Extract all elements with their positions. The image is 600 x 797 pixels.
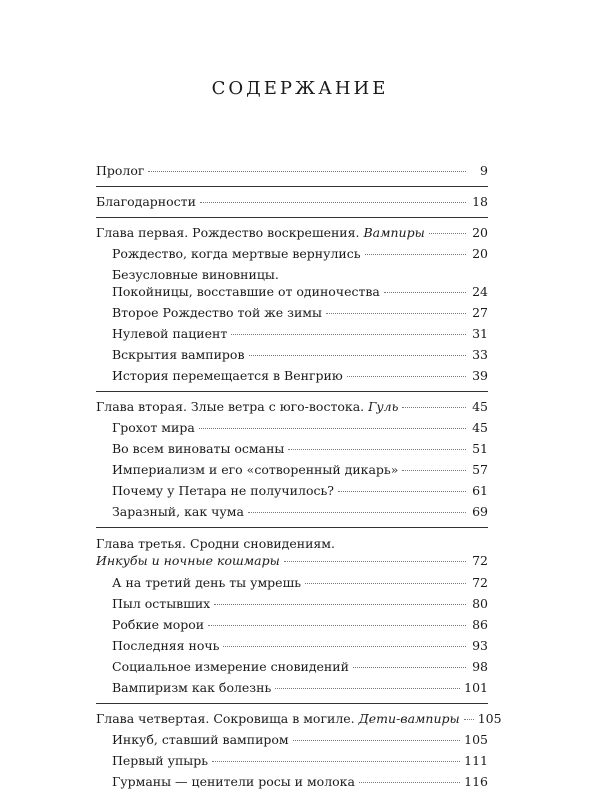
toc-entry-label: Рождество, когда мертвые вернулись xyxy=(112,246,361,261)
dot-leader xyxy=(326,313,466,314)
toc-entry-label: Социальное измерение сновидений xyxy=(112,659,349,674)
dot-leader xyxy=(212,761,460,762)
toc-entry[interactable] xyxy=(96,593,488,614)
toc-entry[interactable] xyxy=(96,480,488,501)
chapter-title-italic: Инкубы и ночные кошмары xyxy=(96,553,280,568)
toc-entry-page: 80 xyxy=(472,596,488,611)
toc-entry-page: 101 xyxy=(464,680,488,695)
toc-entry-page: 20 xyxy=(472,246,488,261)
toc-entry-page: 61 xyxy=(472,483,488,498)
toc-entry-label: Почему у Петара не получилось? xyxy=(112,483,334,498)
dot-leader xyxy=(429,233,466,234)
toc-block-thanks xyxy=(96,186,488,217)
toc-entry-page: 45 xyxy=(472,399,488,414)
dot-leader xyxy=(223,646,466,647)
toc-entry-label: Во всем виноваты османы xyxy=(112,441,285,456)
toc-entry-page: 105 xyxy=(477,711,502,726)
toc-entry-page: 24 xyxy=(472,284,488,299)
toc-chapter-1-heading[interactable] xyxy=(96,222,488,243)
toc-block-chapter-3 xyxy=(96,527,488,703)
chapter-title-text: Глава первая. Рождество воскрешения. xyxy=(96,225,364,240)
toc-entry[interactable] xyxy=(96,501,488,522)
toc-entry-label: Грохот мира xyxy=(112,420,195,435)
toc-entry[interactable] xyxy=(96,656,488,677)
dot-leader xyxy=(148,171,466,172)
dot-leader xyxy=(199,428,466,429)
dot-leader xyxy=(359,782,460,783)
toc-entry-label: Пролог xyxy=(96,163,145,178)
toc-entry-label: История перемещается в Венгрию xyxy=(112,368,343,383)
toc-chapter-4-heading[interactable] xyxy=(96,708,502,729)
dot-leader xyxy=(353,667,466,668)
toc-entry[interactable] xyxy=(96,438,488,459)
toc-block-chapter-1 xyxy=(96,217,488,391)
toc-entry-thanks[interactable] xyxy=(96,191,488,212)
toc-entry-page: 72 xyxy=(472,553,488,568)
toc-entry-prolog[interactable] xyxy=(96,160,488,181)
dot-leader xyxy=(275,688,460,689)
toc-entry-page: 45 xyxy=(472,420,488,435)
dot-leader xyxy=(208,625,466,626)
toc-entry-page: 72 xyxy=(472,575,488,590)
toc-entry-label: Благодарности xyxy=(96,194,196,209)
dot-leader xyxy=(249,355,467,356)
dot-leader xyxy=(288,449,466,450)
toc-chapter-3-heading[interactable] xyxy=(96,552,488,569)
toc-entry-label: Нулевой пациент xyxy=(112,326,228,341)
dot-leader xyxy=(402,470,466,471)
toc-entry-page: 86 xyxy=(472,617,488,632)
dot-leader xyxy=(293,740,460,741)
toc-entry[interactable] xyxy=(96,417,488,438)
toc-entry-label: Вскрытия вампиров xyxy=(112,347,245,362)
toc-entry-page: 69 xyxy=(472,504,488,519)
toc-entry-page: 111 xyxy=(464,753,488,768)
chapter-title-text: Глава четвертая. Сокровища в могиле. xyxy=(96,711,359,726)
dot-leader xyxy=(231,334,466,335)
toc-chapter-title xyxy=(96,708,460,729)
toc-chapter-2-heading[interactable] xyxy=(96,396,488,417)
toc-entry[interactable] xyxy=(96,344,488,365)
toc-entry-label: Покойницы, восставшие от одиночества xyxy=(112,284,380,299)
dot-leader xyxy=(365,254,466,255)
toc-block-chapter-4 xyxy=(96,703,502,797)
toc-entry-page: 18 xyxy=(472,194,488,209)
table-of-contents xyxy=(96,160,502,797)
toc-entry-label: Гурманы — ценители росы и молока xyxy=(112,774,355,789)
chapter-title-text: Глава вторая. Злые ветра с юго-востока. xyxy=(96,399,369,414)
dot-leader xyxy=(305,583,466,584)
dot-leader xyxy=(384,292,466,293)
toc-entry-page: 105 xyxy=(464,732,488,747)
toc-entry-page: 39 xyxy=(472,368,488,383)
toc-entry-page: 33 xyxy=(472,347,488,362)
toc-entry[interactable] xyxy=(96,323,488,344)
toc-chapter-title xyxy=(96,552,280,569)
toc-entry[interactable] xyxy=(96,302,488,323)
toc-chapter-3-title-line1: Глава третья. Сродни сновидениям. xyxy=(96,536,335,551)
toc-entry-page: 116 xyxy=(464,774,488,789)
dot-leader xyxy=(402,407,466,408)
toc-entry[interactable] xyxy=(96,750,488,771)
toc-entry[interactable] xyxy=(96,677,488,698)
toc-block-prolog xyxy=(96,160,488,186)
chapter-title-italic: Дети-вампиры xyxy=(358,711,460,726)
dot-leader xyxy=(338,491,466,492)
toc-entry-page: 31 xyxy=(472,326,488,341)
toc-entry[interactable] xyxy=(96,459,488,480)
toc-entry[interactable] xyxy=(96,572,488,593)
toc-chapter-title xyxy=(96,222,425,243)
toc-entry-page: 57 xyxy=(472,462,488,477)
dot-leader xyxy=(284,561,466,562)
toc-entry-label: Империализм и его «сотворенный дикарь» xyxy=(112,462,399,477)
toc-entry-page: 51 xyxy=(472,441,488,456)
chapter-title-italic: Гуль xyxy=(368,399,399,414)
toc-chapter-title xyxy=(96,396,398,417)
toc-entry-label: Вампиризм как болезнь xyxy=(112,680,272,695)
toc-entry[interactable] xyxy=(96,635,488,656)
toc-entry-label: Второе Рождество той же зимы xyxy=(112,305,322,320)
dot-leader xyxy=(464,719,474,720)
toc-entry-page: 93 xyxy=(472,638,488,653)
dot-leader xyxy=(347,376,466,377)
toc-entry-label-line1: Безусловные виновницы. xyxy=(112,267,279,282)
dot-leader xyxy=(200,202,466,203)
dot-leader xyxy=(214,604,466,605)
toc-entry-label: Первый упырь xyxy=(112,753,209,768)
toc-entry-page: 27 xyxy=(472,305,488,320)
toc-entry-label: Последняя ночь xyxy=(112,638,220,653)
toc-entry[interactable] xyxy=(96,365,488,386)
toc-entry[interactable] xyxy=(96,729,488,750)
page-title: СОДЕРЖАНИЕ xyxy=(211,78,389,99)
toc-entry[interactable] xyxy=(96,283,488,300)
chapter-title-italic: Вампиры xyxy=(363,225,425,240)
toc-entry-page: 98 xyxy=(472,659,488,674)
toc-entry[interactable] xyxy=(96,614,488,635)
dot-leader xyxy=(248,512,466,513)
toc-entry-label: Робкие морои xyxy=(112,617,205,632)
toc-entry-label: Инкуб, ставший вампиром xyxy=(112,732,289,747)
toc-entry-label: А на третий день ты умрешь xyxy=(112,575,302,590)
toc-entry[interactable] xyxy=(96,771,488,792)
toc-entry[interactable] xyxy=(96,243,488,264)
toc-entry-label: Пыл остывших xyxy=(112,596,211,611)
toc-block-chapter-2 xyxy=(96,391,488,527)
toc-entry-label: Заразный, как чума xyxy=(112,504,244,519)
toc-entry-page: 20 xyxy=(472,225,488,240)
toc-entry-page: 9 xyxy=(480,163,488,178)
